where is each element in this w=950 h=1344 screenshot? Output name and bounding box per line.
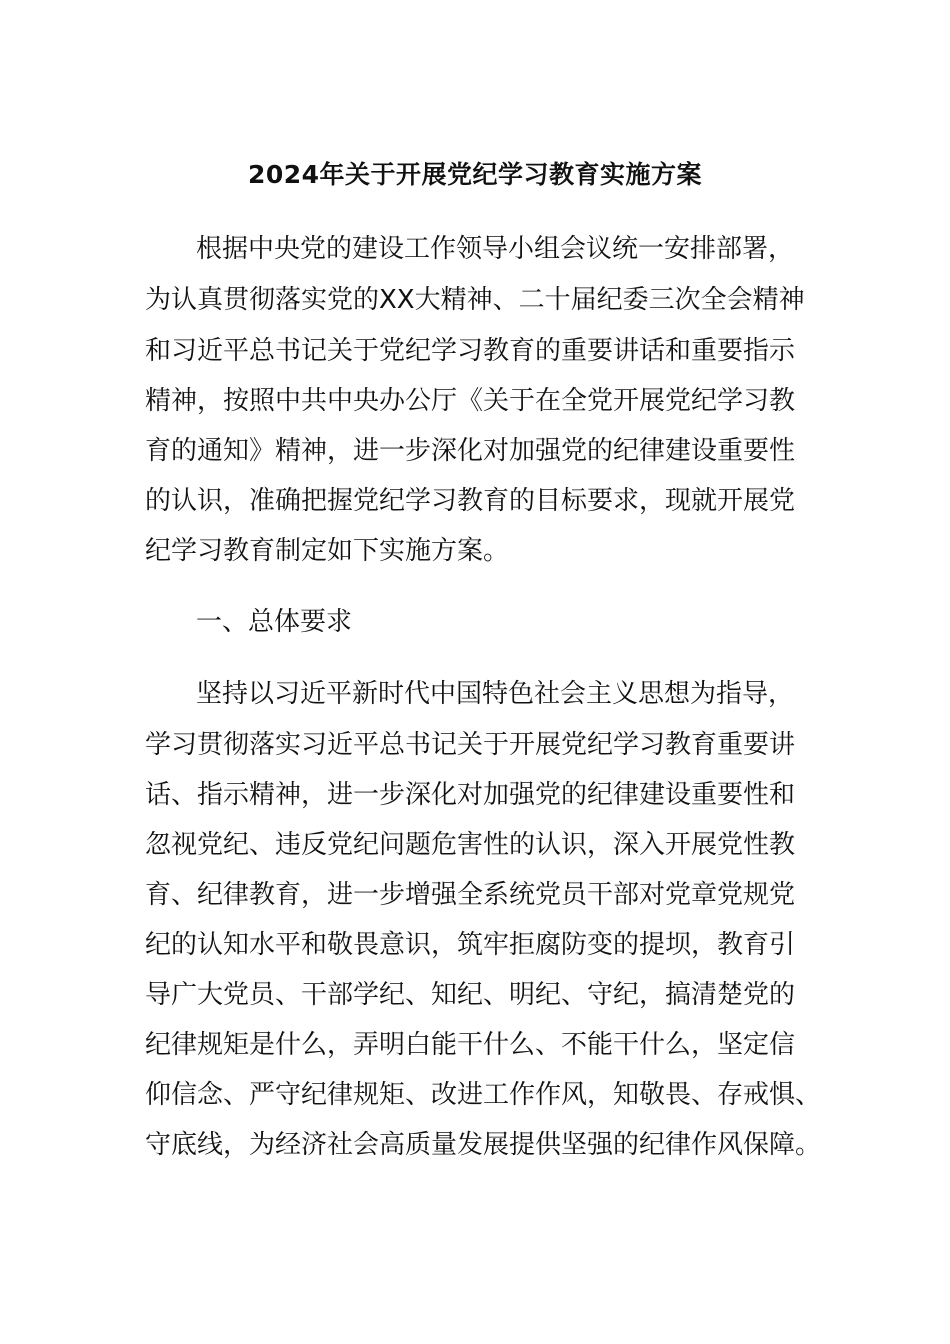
paragraph-2-line-3: 话、指示精神，进一步深化对加强党的纪律建设重要性和	[145, 780, 796, 810]
document-title: 2024年关于开展党纪学习教育实施方案	[247, 160, 703, 189]
paragraph-1-line-3: 和习近平总书记关于党纪学习教育的重要讲话和重要指示	[145, 336, 796, 366]
paragraph-1-line-7: 纪学习教育制定如下实施方案。	[145, 536, 510, 566]
paragraph-1-line-1: 根据中央党的建设工作领导小组会议统一安排部署，	[196, 234, 795, 264]
paragraph-2-line-7: 导广大党员、干部学纪、知纪、明纪、守纪，搞清楚党的	[145, 980, 796, 1010]
section-heading-1: 一、总体要求	[196, 607, 353, 637]
paragraph-2-line-2: 学习贯彻落实习近平总书记关于开展党纪学习教育重要讲	[145, 730, 796, 760]
paragraph-2-line-4: 忽视党纪、违反党纪问题危害性的认识，深入开展党性教	[145, 830, 796, 860]
paragraph-2-line-10: 守底线，为经济社会高质量发展提供坚强的纪律作风保障。	[145, 1130, 822, 1160]
paragraph-1-line-6: 的认识，准确把握党纪学习教育的目标要求，现就开展党	[145, 486, 796, 516]
paragraph-2-line-5: 育、纪律教育，进一步增强全系统党员干部对党章党规党	[145, 880, 796, 910]
paragraph-2-line-8: 纪律规矩是什么，弄明白能干什么、不能干什么，坚定信	[145, 1030, 796, 1060]
paragraph-2-line-6: 纪的认知水平和敬畏意识，筑牢拒腐防变的提坝，教育引	[145, 930, 796, 960]
paragraph-1-line-4: 精神，按照中共中央办公厅《关于在全党开展党纪学习教	[145, 386, 796, 416]
paragraph-1-line-5: 育的通知》精神，进一步深化对加强党的纪律建设重要性	[145, 436, 796, 466]
paragraph-2-line-9: 仰信念、严守纪律规矩、改进工作作风，知敬畏、存戒惧、	[145, 1080, 822, 1110]
paragraph-2-line-1: 坚持以习近平新时代中国特色社会主义思想为指导，	[196, 679, 795, 709]
paragraph-1-line-2: 为认真贯彻落实党的XX大精神、二十届纪委三次全会精神	[145, 285, 805, 315]
